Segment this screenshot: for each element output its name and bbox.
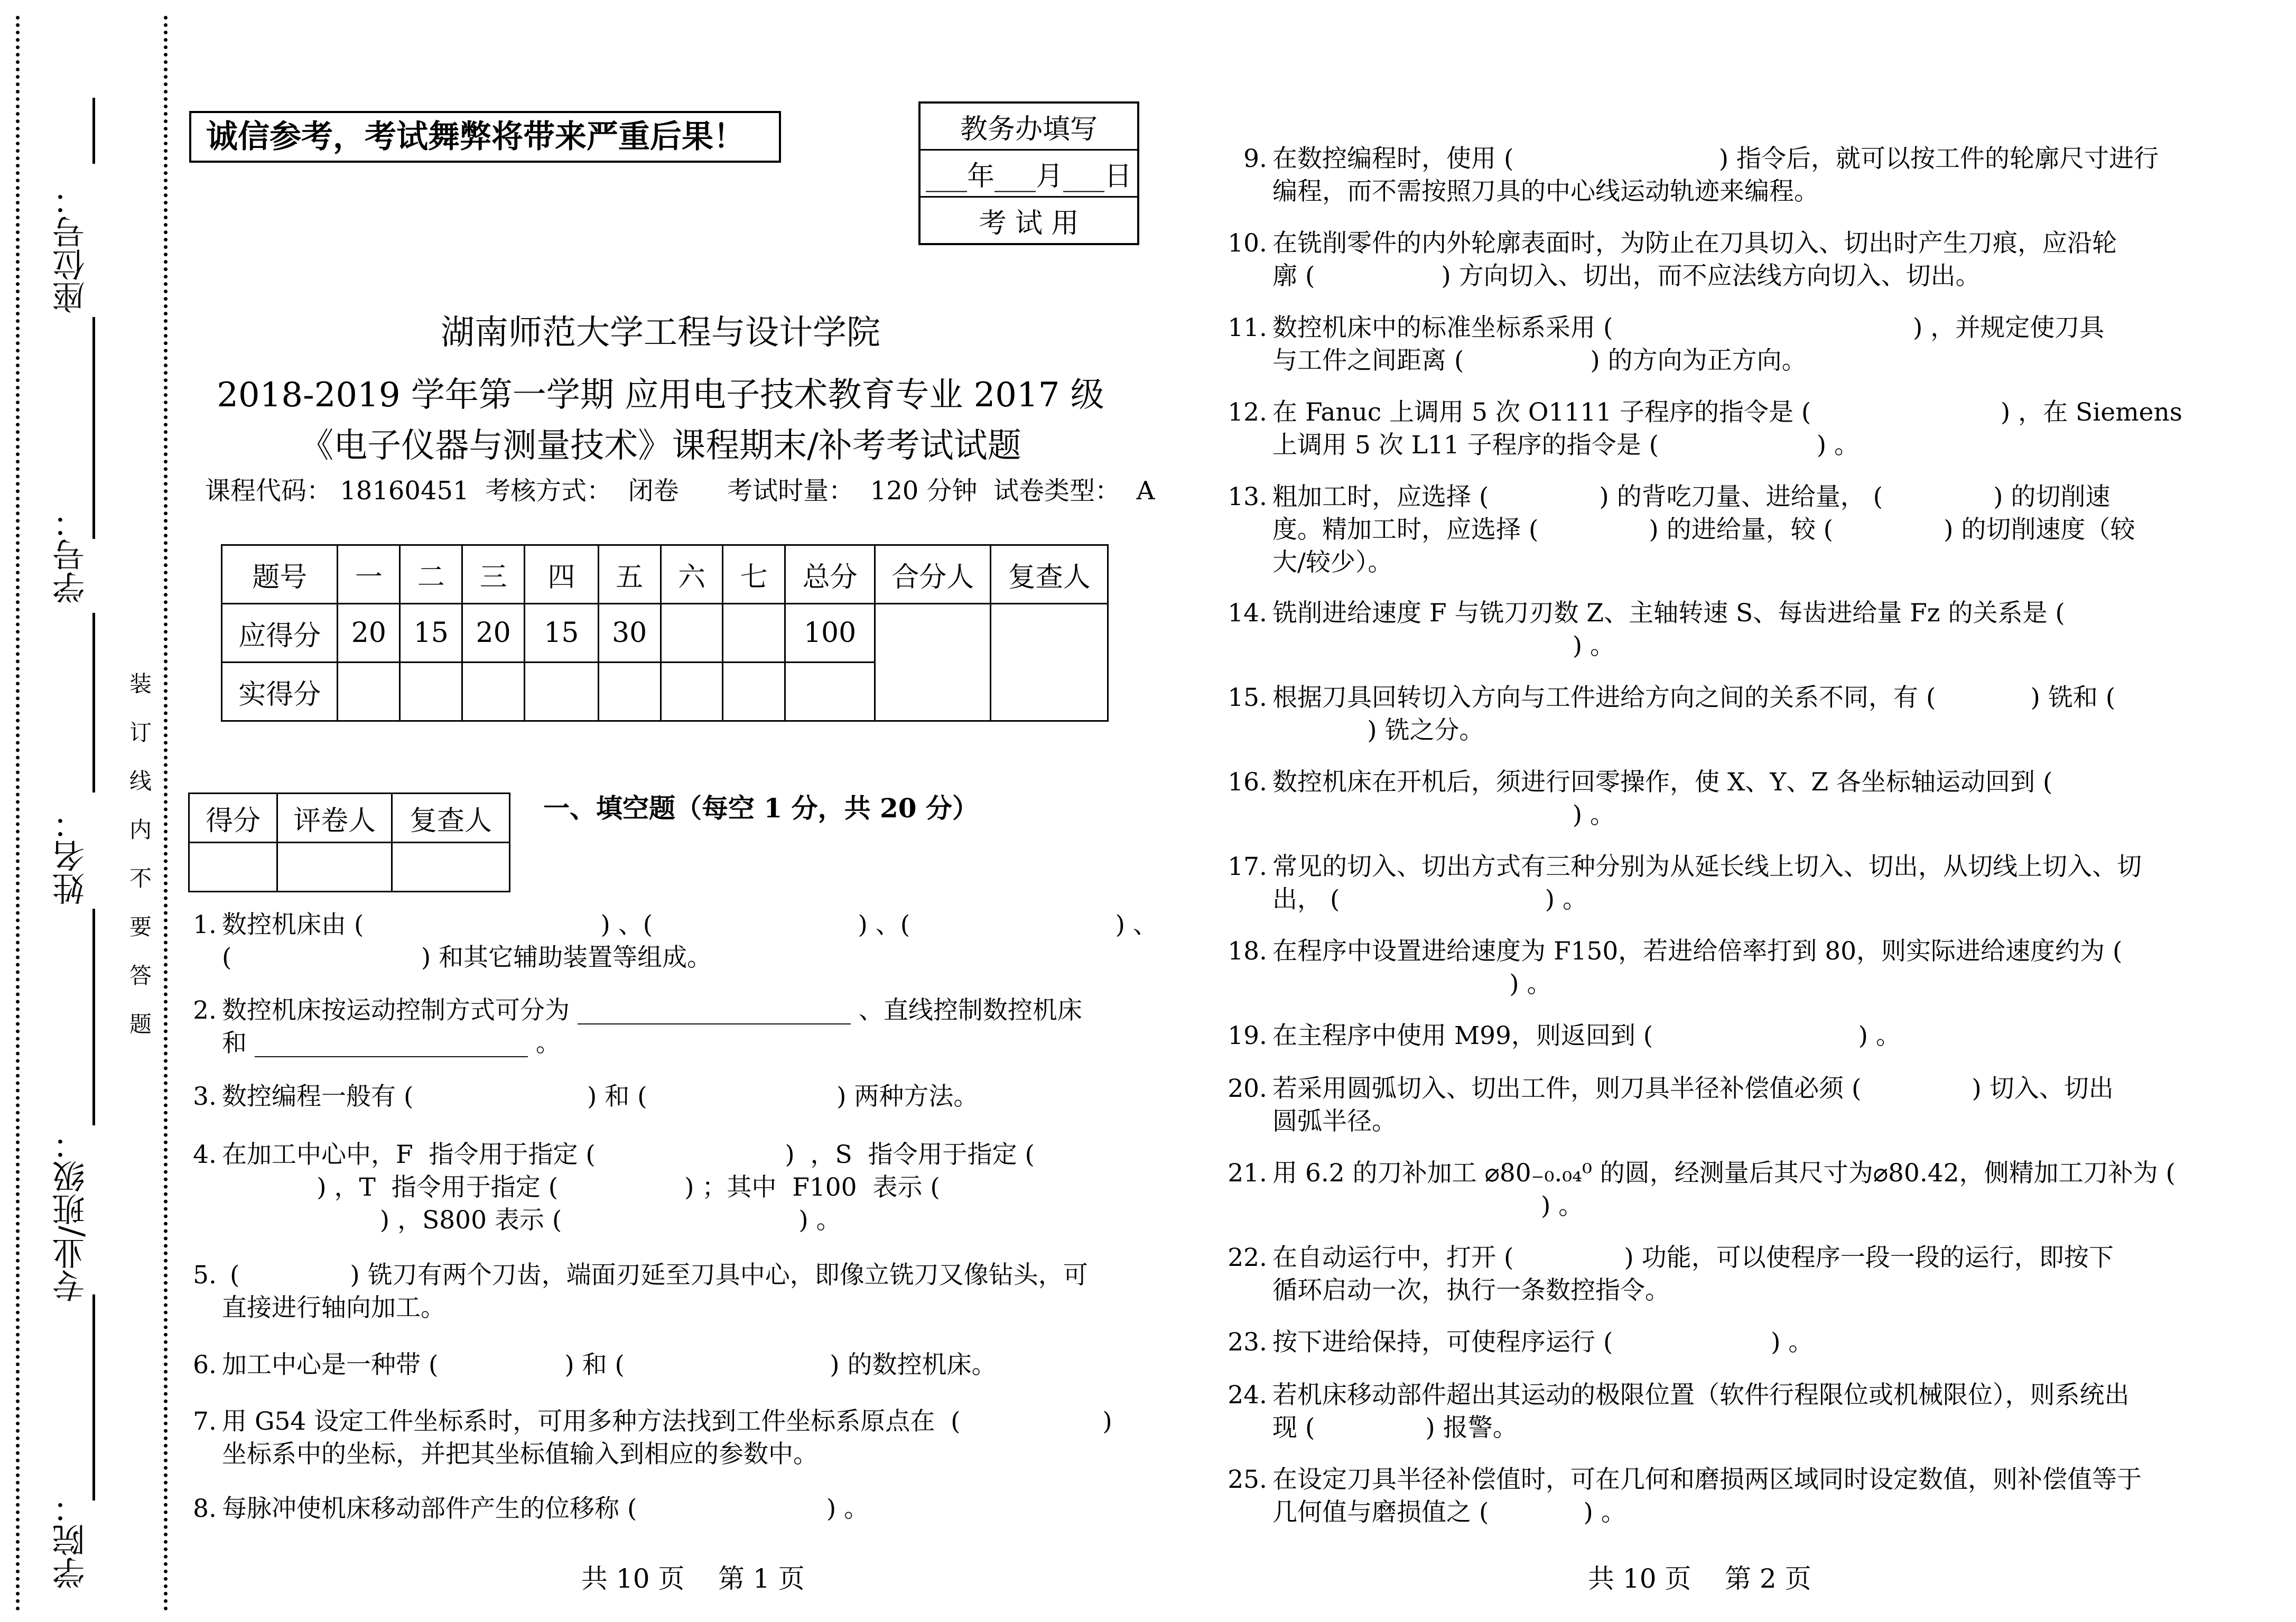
table-cell: 复查人 <box>991 545 1108 604</box>
question-15 <box>1228 682 2116 747</box>
question-16 <box>1228 766 2053 832</box>
name-label: 姓名： <box>52 807 90 905</box>
question-number: 7. <box>193 1407 217 1436</box>
question-line: 数控编程一般有 ( ) 和 ( ) 两种方法。 <box>222 1082 979 1111</box>
question-22 <box>1228 1242 2114 1307</box>
grader-input-cell[interactable] <box>277 843 392 892</box>
question-line: 在加工中心中，F 指令用于指定 ( ) ，S 指令用于指定 ( <box>222 1140 1035 1169</box>
table-cell: 评卷人 <box>277 794 392 843</box>
question-line: ) 。 <box>1272 1191 1584 1220</box>
table-cell <box>661 604 723 663</box>
major-class-line <box>92 909 95 1125</box>
question-12 <box>1228 396 2182 462</box>
table-cell: 15 <box>525 604 599 663</box>
question-2 <box>193 994 1082 1060</box>
question-line: 出， ( ) 。 <box>1272 885 1587 914</box>
question-line: 数控机床中的标准坐标系采用 ( ) ，并规定使刀具 <box>1272 313 2105 342</box>
question-line: 数控机床在开机后，须进行回零操作，使 X、Y、Z 各坐标轴运动回到 ( <box>1272 768 2053 797</box>
table-cell <box>723 604 785 663</box>
table-cell: 六 <box>661 545 723 604</box>
question-line: 直接进行轴向加工。 <box>222 1293 445 1322</box>
score-should-row <box>222 604 1108 663</box>
binding-dotted-line-outer <box>16 16 20 1611</box>
question-19 <box>1228 1020 1901 1052</box>
term-line: 2018-2019 学年第一学期 应用电子技术教育专业 2017 级 <box>217 376 1104 415</box>
table-cell: 二 <box>400 545 462 604</box>
binding-dotted-line-inner <box>164 16 168 1611</box>
question-number: 12. <box>1228 398 1267 427</box>
question-number: 23. <box>1228 1328 1267 1357</box>
question-3 <box>193 1080 979 1113</box>
seat-label: 座位号： <box>52 183 90 314</box>
table-cell: 一 <box>338 545 400 604</box>
table-cell: 五 <box>598 545 661 604</box>
question-line: 在程序中设置进给速度为 F150，若进给倍率打到 80，则实际进给速度约为 ( <box>1272 937 2123 966</box>
question-line: ( ) 和其它辅助装置等组成。 <box>222 943 712 972</box>
table-cell: 20 <box>462 604 525 663</box>
question-line: 度。精加工时，应选择 ( ) 的进给量，较 ( ) 的切削速度（较 <box>1272 515 2135 544</box>
question-23 <box>1228 1326 1814 1359</box>
question-21 <box>1228 1157 2176 1223</box>
question-9 <box>1243 143 2159 208</box>
grader-table <box>188 793 510 892</box>
question-number: 15. <box>1228 683 1267 712</box>
question-line: 用 G54 设定工件坐标系时，可用多种方法找到工件坐标系原点在 ( ) <box>222 1407 1112 1436</box>
grader-input-cell[interactable] <box>392 843 510 892</box>
question-line: 大/较少）。 <box>1272 548 1393 577</box>
question-number: 22. <box>1228 1243 1267 1272</box>
total-scorer-cell[interactable] <box>875 604 990 721</box>
question-14 <box>1228 597 2065 663</box>
section-title: 一、填空题（每空 1 分，共 20 分） <box>543 793 979 824</box>
question-line: 上调用 5 次 L11 子程序的指令是 ( ) 。 <box>1272 431 1860 460</box>
reviewer-cell[interactable] <box>991 604 1108 721</box>
question-line: 与工件之间距离 ( ) 的方向为正方向。 <box>1272 346 1807 375</box>
score-table <box>221 544 1109 722</box>
question-line: ) 。 <box>1272 631 1615 660</box>
question-11 <box>1228 312 2105 377</box>
page-footer-left: 共 10 页 第 1 页 <box>581 1563 805 1594</box>
question-line: 在铣削零件的内外轮廓表面时，为防止在刀具切入、切出时产生刀痕，应沿轮 <box>1272 229 2117 258</box>
question-17 <box>1228 851 2142 916</box>
college-line <box>92 1294 95 1500</box>
name-line <box>92 613 95 793</box>
question-1 <box>193 909 1158 974</box>
table-cell: 总分 <box>785 545 875 604</box>
question-line: 加工中心是一种带 ( ) 和 ( ) 的数控机床。 <box>222 1350 997 1379</box>
question-line: ( ) 铣刀有两个刀齿，端面刃延至刀具中心，即像立铣刀又像钻头，可 <box>222 1261 1088 1290</box>
question-line: 廓 ( ) 方向切入、切出，而不应法线方向切入、切出。 <box>1272 262 1981 291</box>
question-line: 在自动运行中，打开 ( ) 功能，可以使程序一段一段的运行，即按下 <box>1272 1243 2114 1272</box>
question-line: 循环启动一次，执行一条数控指令。 <box>1272 1276 1670 1305</box>
question-6 <box>193 1349 997 1382</box>
page-footer-right: 共 10 页 第 2 页 <box>1588 1563 1811 1594</box>
question-25 <box>1228 1463 2142 1529</box>
question-line: 粗加工时，应选择 ( ) 的背吃刀量、进给量， ( ) 的切削速 <box>1272 482 2111 511</box>
question-line: 按下进给保持，可使程序运行 ( ) 。 <box>1272 1328 1814 1357</box>
question-4 <box>193 1139 1035 1237</box>
office-title: 教务办填写 <box>919 102 1138 150</box>
exam-meta: 课程代码： 18160451 考核方式： 闭卷 考试时量： 120 分钟 试卷类型： A <box>205 476 1155 506</box>
score-input-cell[interactable] <box>400 663 462 721</box>
question-number: 3. <box>193 1082 217 1111</box>
question-line: ) 。 <box>1272 970 1552 999</box>
question-number: 8. <box>193 1494 217 1523</box>
course-title: 《电子仪器与测量技术》课程期末/补考考试试题 <box>300 426 1021 465</box>
school-name: 湖南师范大学工程与设计学院 <box>441 313 880 352</box>
score-input-cell[interactable] <box>723 663 785 721</box>
question-18 <box>1228 935 2123 1001</box>
score-header-row <box>222 545 1108 604</box>
question-10 <box>1228 227 2117 293</box>
table-cell: 20 <box>338 604 400 663</box>
question-number: 21. <box>1228 1159 1267 1188</box>
question-line: 编程，而不需按照刀具的中心线运动轨迹来编程。 <box>1272 177 1819 206</box>
question-number: 5. <box>193 1261 217 1290</box>
question-number: 11. <box>1228 313 1267 342</box>
score-input-cell[interactable] <box>462 663 525 721</box>
question-number: 16. <box>1228 768 1267 797</box>
question-line: ) ，T 指令用于指定 ( ) ；其中 F100 表示 ( <box>222 1173 940 1202</box>
question-line: 若机床移动部件超出其运动的极限位置（软件行程限位或机械限位），则系统出 <box>1272 1381 2130 1410</box>
question-number: 1. <box>193 910 217 939</box>
question-number: 18. <box>1228 937 1267 966</box>
question-number: 10. <box>1228 229 1267 258</box>
question-5 <box>193 1259 1088 1325</box>
table-cell: 应得分 <box>222 604 338 663</box>
question-number: 19. <box>1228 1021 1267 1050</box>
question-line: 在设定刀具半径补偿值时，可在几何和磨损两区域同时设定数值，则补偿值等于 <box>1272 1465 2142 1494</box>
score-input-cell[interactable] <box>785 663 875 721</box>
score-input-cell[interactable] <box>598 663 661 721</box>
question-24 <box>1228 1379 2130 1444</box>
office-box <box>918 101 1139 245</box>
question-line: 数控机床由 ( ) 、( ) 、( ) 、 <box>222 910 1158 939</box>
question-number: 20. <box>1228 1074 1267 1103</box>
office-date-line: ___年___月___日 <box>919 150 1138 197</box>
seat-line <box>92 98 95 164</box>
question-line: 几何值与磨损值之 ( ) 。 <box>1272 1498 1626 1527</box>
question-8 <box>193 1493 869 1525</box>
question-line: 若采用圆弧切入、切出工件，则刀具半径补偿值必须 ( ) 切入、切出 <box>1272 1074 2114 1103</box>
question-line: 现 ( ) 报警。 <box>1272 1413 1518 1442</box>
question-line: 坐标系中的坐标，并把其坐标值输入到相应的参数中。 <box>222 1440 818 1469</box>
question-line: 铣削进给速度 F 与铣刀刃数 Z、主轴转速 S、每齿进给量 Fz 的关系是 ( <box>1272 599 2065 628</box>
question-13 <box>1228 481 2135 579</box>
question-line: ) 。 <box>1272 800 1615 829</box>
question-20 <box>1228 1073 2114 1138</box>
question-line: 和 ______________________ 。 <box>222 1029 561 1058</box>
binding-notice: 装订线内不要答题 <box>126 672 152 1061</box>
grader-input-cell[interactable] <box>189 843 277 892</box>
question-number: 24. <box>1228 1381 1267 1410</box>
question-line: 根据刀具回转切入方向与工件进给方向之间的关系不同，有 ( ) 铣和 ( <box>1272 683 2116 712</box>
question-number: 2. <box>193 996 217 1025</box>
question-line: ) ，S800 表示 ( ) 。 <box>222 1206 841 1235</box>
table-cell: 题号 <box>222 545 338 604</box>
question-line: 在主程序中使用 M99，则返回到 ( ) 。 <box>1272 1021 1901 1050</box>
table-cell: 得分 <box>189 794 277 843</box>
question-line: 在数控编程时，使用 ( ) 指令后，就可以按工件的轮廓尺寸进行 <box>1272 144 2159 173</box>
table-cell: 15 <box>400 604 462 663</box>
table-cell: 30 <box>598 604 661 663</box>
student-id-label: 学号： <box>52 506 90 604</box>
table-cell: 复查人 <box>392 794 510 843</box>
question-number: 14. <box>1228 599 1267 628</box>
question-line: 圆弧半径。 <box>1272 1107 1397 1136</box>
question-number: 9. <box>1243 144 1267 173</box>
college-label: 学院： <box>52 1491 90 1589</box>
question-number: 13. <box>1228 482 1267 511</box>
table-cell: 七 <box>723 545 785 604</box>
question-line: 数控机床按运动控制方式可分为 ______________________ 、直线控制数控机床 <box>222 996 1082 1025</box>
question-line: 每脉冲使机床移动部件产生的位移称 ( ) 。 <box>222 1494 869 1523</box>
question-line: 在 Fanuc 上调用 5 次 O1111 子程序的指令是 ( ) ，在 Siemens <box>1272 398 2182 427</box>
question-line: 用 6.2 的刀补加工 ⌀80₋₀.₀₄⁰ 的圆，经测量后其尺寸为⌀80.42，侧精加工刀补为 ( <box>1272 1159 2176 1188</box>
question-7 <box>193 1405 1112 1471</box>
question-number: 17. <box>1228 852 1267 881</box>
table-cell: 四 <box>525 545 599 604</box>
question-number: 6. <box>193 1350 217 1379</box>
table-cell: 实得分 <box>222 663 338 721</box>
score-input-cell[interactable] <box>338 663 400 721</box>
major-class-label: 专业/班级： <box>52 1127 90 1303</box>
question-line: 常见的切入、切出方式有三种分别为从延长线上切入、切出，从切线上切入、切 <box>1272 852 2142 881</box>
honesty-notice: 诚信参考，考试舞弊将带来严重后果！ <box>189 111 781 163</box>
question-number: 4. <box>193 1140 217 1169</box>
office-use-note: 考 试 用 <box>919 197 1138 245</box>
score-input-cell[interactable] <box>525 663 599 721</box>
score-input-cell[interactable] <box>661 663 723 721</box>
table-cell: 三 <box>462 545 525 604</box>
question-line: ) 铣之分。 <box>1272 716 1484 745</box>
table-cell: 合分人 <box>875 545 990 604</box>
question-number: 25. <box>1228 1465 1267 1494</box>
table-cell: 100 <box>785 604 875 663</box>
